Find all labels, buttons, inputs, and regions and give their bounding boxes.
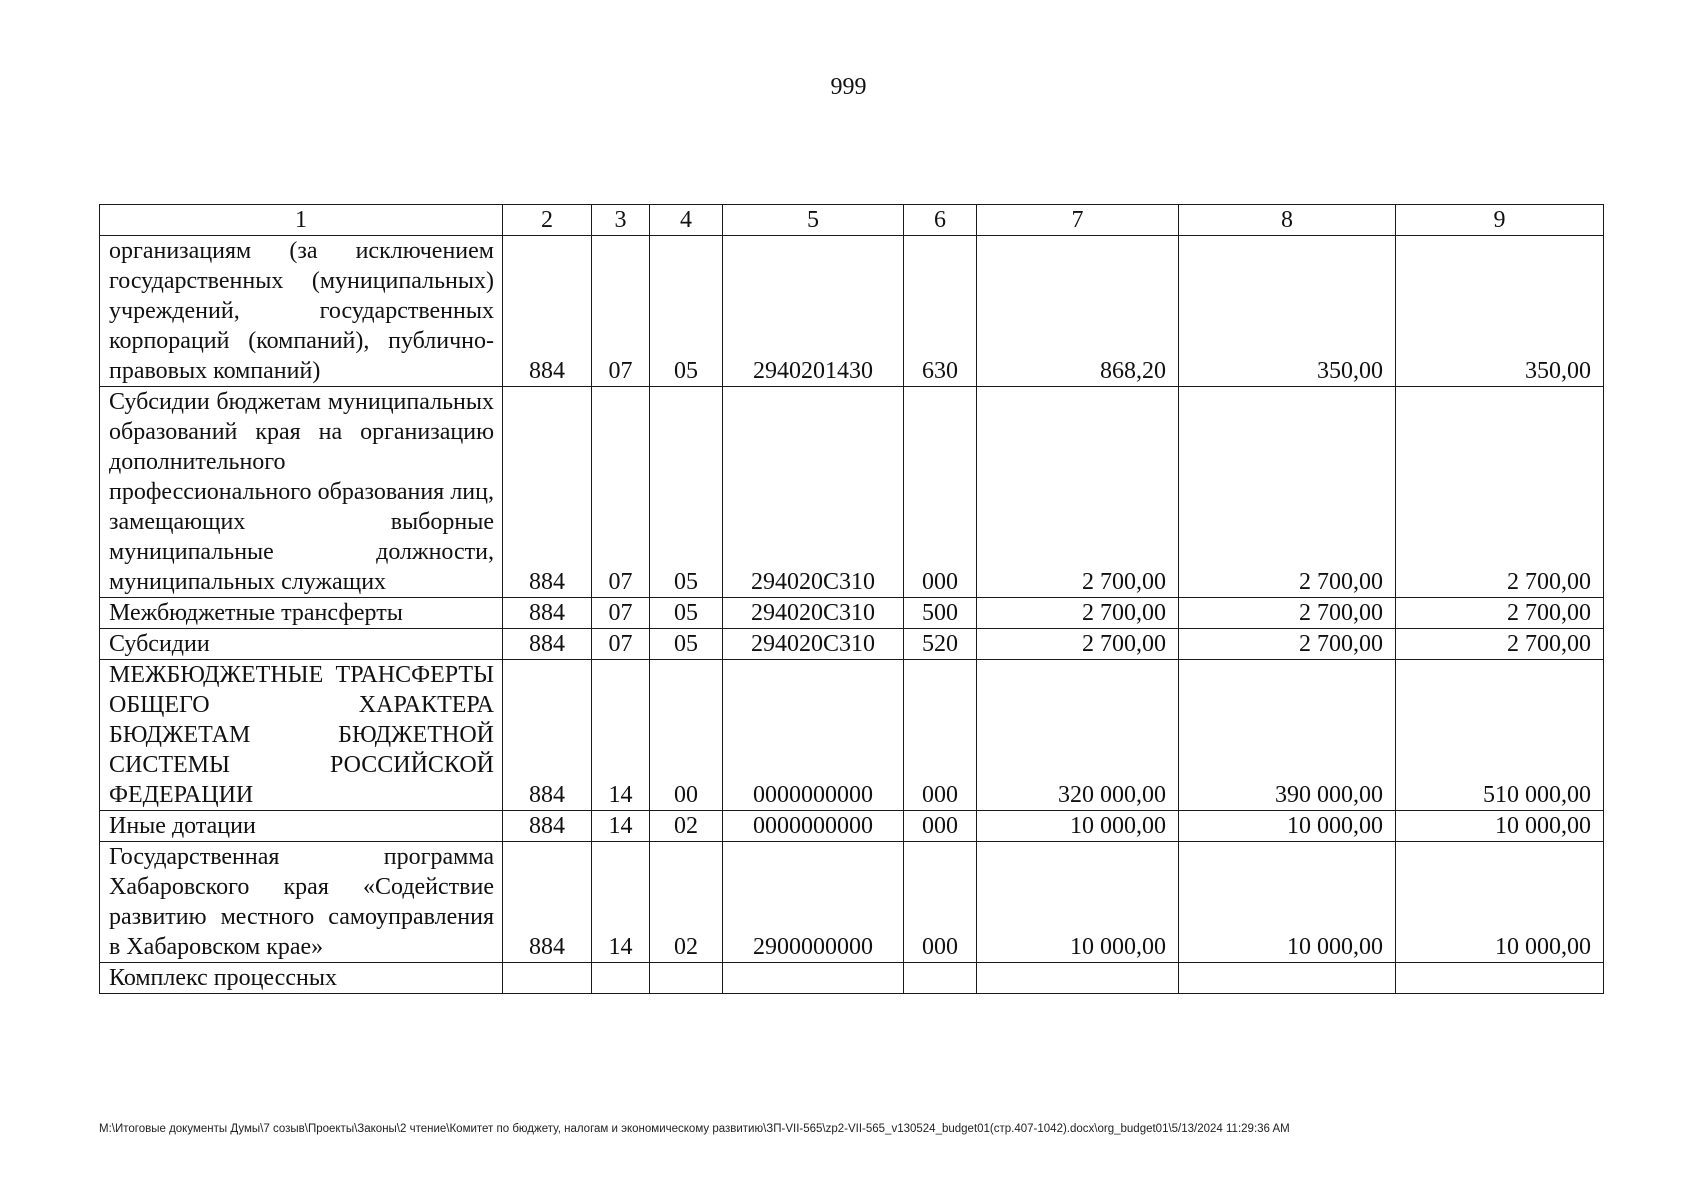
table-row: [100, 811, 1604, 842]
cell-amount-col9: 2 700,00: [1396, 598, 1604, 629]
header-cell: 7: [977, 205, 1179, 236]
cell-target-article: [723, 963, 904, 994]
cell-amount-col7: 10 000,00: [977, 842, 1179, 963]
row-description: Субсидии бюджетам муниципальных образований края на организацию дополнительного профессионального образования лиц, замещающих выборные муниципальные должности, муниципальных служащих: [100, 387, 503, 598]
cell-amount-col9: 10 000,00: [1396, 811, 1604, 842]
cell-section: 14: [592, 811, 650, 842]
cell-amount-col8: 2 700,00: [1179, 598, 1396, 629]
cell-subsection: 05: [650, 598, 723, 629]
cell-target-article: 0000000000: [723, 811, 904, 842]
cell-amount-col7: [977, 963, 1179, 994]
table-row: [100, 842, 1604, 963]
cell-section: 07: [592, 236, 650, 387]
header-cell: 3: [592, 205, 650, 236]
table-row: [100, 598, 1604, 629]
table-row: [100, 236, 1604, 387]
cell-amount-col9: 2 700,00: [1396, 629, 1604, 660]
header-row: [100, 205, 1604, 236]
cell-section: 07: [592, 629, 650, 660]
footer-file-path: M:\Итоговые документы Думы\7 созыв\Проекты\Законы\2 чтение\Комитет по бюджету, налогам и экономическому развитию\ЗП-VII-565\zp2-VII-565_v130524_budget01(стр.407-1042).docx\org_budget01\5/13/2024 11:29:36 AM: [99, 1123, 1290, 1135]
cell-amount-col7: 2 700,00: [977, 598, 1179, 629]
cell-amount-col7: 868,20: [977, 236, 1179, 387]
cell-amount-col8: 10 000,00: [1179, 811, 1396, 842]
table-row: [100, 387, 1604, 598]
cell-amount-col7: 2 700,00: [977, 387, 1179, 598]
cell-target-article: 2940201430: [723, 236, 904, 387]
header-cell: 1: [100, 205, 503, 236]
cell-target-article: 0000000000: [723, 660, 904, 811]
cell-section: 14: [592, 660, 650, 811]
cell-code: 884: [503, 598, 592, 629]
cell-amount-col7: 320 000,00: [977, 660, 1179, 811]
row-description: Государственная программа Хабаровского края «Содействие развитию местного самоуправления в Хабаровском крае»: [100, 842, 503, 963]
cell-expense-type: 000: [904, 842, 977, 963]
header-cell: 4: [650, 205, 723, 236]
cell-expense-type: 000: [904, 387, 977, 598]
cell-section: 14: [592, 842, 650, 963]
cell-section: [592, 963, 650, 994]
cell-section: 07: [592, 598, 650, 629]
header-cell: 8: [1179, 205, 1396, 236]
cell-subsection: 00: [650, 660, 723, 811]
header-cell: 2: [503, 205, 592, 236]
cell-amount-col8: 2 700,00: [1179, 387, 1396, 598]
cell-subsection: 02: [650, 811, 723, 842]
cell-subsection: 05: [650, 629, 723, 660]
cell-code: [503, 963, 592, 994]
cell-code: 884: [503, 236, 592, 387]
row-description: организациям (за исключением государственных (муниципальных) учреждений, государственных корпораций (компаний), публично-правовых компаний): [100, 236, 503, 387]
table-row: [100, 629, 1604, 660]
cell-target-article: 294020С310: [723, 387, 904, 598]
cell-amount-col7: 10 000,00: [977, 811, 1179, 842]
cell-amount-col8: 2 700,00: [1179, 629, 1396, 660]
cell-expense-type: 520: [904, 629, 977, 660]
cell-amount-col8: 350,00: [1179, 236, 1396, 387]
cell-expense-type: [904, 963, 977, 994]
cell-code: 884: [503, 387, 592, 598]
cell-amount-col9: [1396, 963, 1604, 994]
cell-subsection: [650, 963, 723, 994]
cell-amount-col8: [1179, 963, 1396, 994]
cell-amount-col9: 350,00: [1396, 236, 1604, 387]
cell-code: 884: [503, 811, 592, 842]
cell-amount-col9: 510 000,00: [1396, 660, 1604, 811]
table-row: [100, 963, 1604, 994]
cell-target-article: 294020С310: [723, 598, 904, 629]
row-description: Межбюджетные трансферты: [100, 598, 503, 629]
cell-code: 884: [503, 842, 592, 963]
cell-subsection: 05: [650, 387, 723, 598]
cell-amount-col9: 10 000,00: [1396, 842, 1604, 963]
row-description: Субсидии: [100, 629, 503, 660]
cell-expense-type: 500: [904, 598, 977, 629]
cell-code: 884: [503, 660, 592, 811]
cell-code: 884: [503, 629, 592, 660]
budget-table: [99, 204, 1604, 994]
cell-subsection: 02: [650, 842, 723, 963]
cell-amount-col7: 2 700,00: [977, 629, 1179, 660]
row-description: Комплекс процессных: [100, 963, 503, 994]
cell-subsection: 05: [650, 236, 723, 387]
header-cell: 9: [1396, 205, 1604, 236]
cell-target-article: 294020С310: [723, 629, 904, 660]
cell-expense-type: 000: [904, 811, 977, 842]
header-cell: 6: [904, 205, 977, 236]
cell-target-article: 2900000000: [723, 842, 904, 963]
cell-expense-type: 630: [904, 236, 977, 387]
row-description: Иные дотации: [100, 811, 503, 842]
cell-amount-col8: 390 000,00: [1179, 660, 1396, 811]
cell-amount-col8: 10 000,00: [1179, 842, 1396, 963]
cell-expense-type: 000: [904, 660, 977, 811]
row-description: МЕЖБЮДЖЕТНЫЕ ТРАНСФЕРТЫ ОБЩЕГО ХАРАКТЕРА БЮДЖЕТАМ БЮДЖЕТНОЙ СИСТЕМЫ РОССИЙСКОЙ ФЕДЕРАЦИИ: [100, 660, 503, 811]
header-cell: 5: [723, 205, 904, 236]
cell-section: 07: [592, 387, 650, 598]
page-number: 999: [830, 74, 867, 100]
cell-amount-col9: 2 700,00: [1396, 387, 1604, 598]
table-row: [100, 660, 1604, 811]
